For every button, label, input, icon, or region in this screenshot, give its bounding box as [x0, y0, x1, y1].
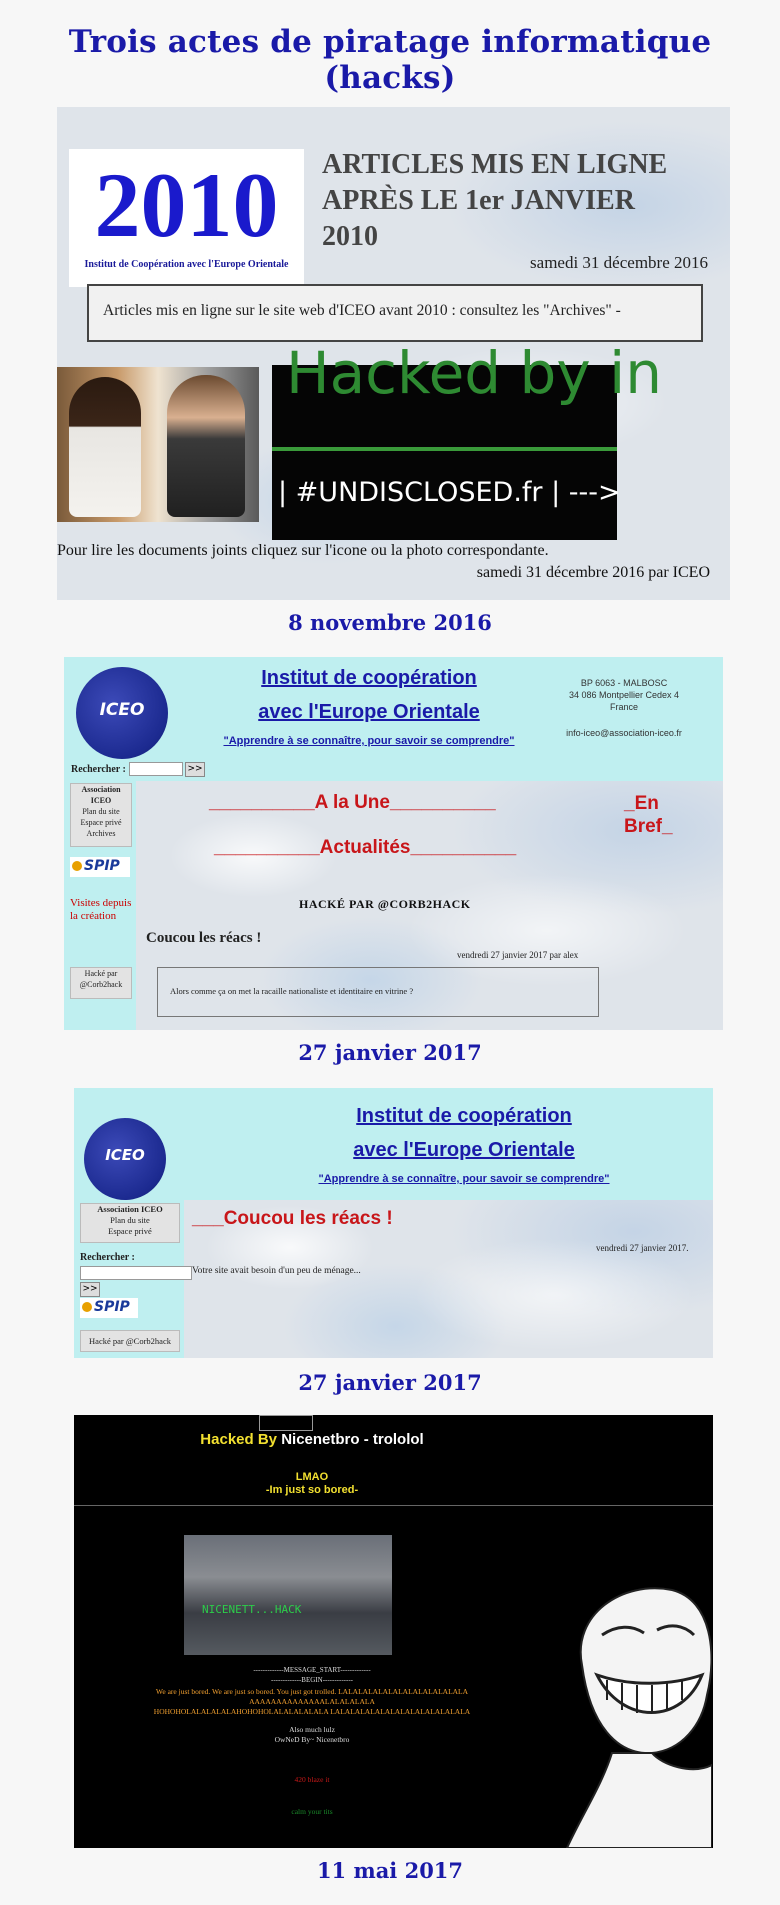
heading-line-2: APRÈS LE 1er JANVIER: [322, 185, 635, 216]
pour-lire-text: Pour lire les documents joints cliquez sur l'icone ou la photo correspondante.: [57, 542, 549, 559]
globe-label: ICEO: [99, 700, 145, 720]
plan-du-site-link[interactable]: Plan du site: [110, 1215, 150, 1225]
search-button[interactable]: >>: [80, 1282, 100, 1297]
email-address[interactable]: info-iceo@association-iceo.fr: [566, 728, 682, 738]
site-name-line-1[interactable]: Institut de coopération: [261, 667, 477, 689]
message-line: We are just bored. We are just so bored. You just got trolled. LALALALALALALALALALALALALA: [155, 1687, 469, 1696]
screenshot-2016-hack: [57, 107, 730, 600]
troll-face-icon: [562, 1575, 712, 1848]
actualites-heading: __________Actualités__________: [214, 837, 517, 858]
assoc-title: Association ICEO: [97, 1204, 163, 1214]
person-right: [167, 375, 245, 517]
title-name: Nicenetbro - trololol: [281, 1431, 424, 1448]
address-line: France: [609, 702, 638, 712]
site-name-line-2[interactable]: avec l'Europe Orientale: [353, 1139, 575, 1161]
page-title: Trois actes de piratage informatique (hacks): [68, 24, 712, 96]
gif-text: NICENETT...HACK: [202, 1603, 302, 1616]
article-quote: Alors comme ça on met la racaille nationaliste et identitaire en vitrine ?: [170, 986, 414, 996]
search-input[interactable]: [80, 1266, 192, 1280]
article-quote-box: [157, 967, 599, 1017]
globe-logo-icon[interactable]: [76, 667, 168, 759]
message-start: -------------MESSAGE_START-------------: [253, 1666, 371, 1674]
article-title[interactable]: Coucou les réacs !: [146, 930, 262, 946]
globe-logo-icon[interactable]: [84, 1118, 166, 1200]
address-line: BP 6063 - MALBOSC: [580, 678, 668, 688]
spip-label: SPIP: [84, 858, 120, 874]
caption-1: 8 novembre 2016: [288, 610, 492, 635]
owned-text: OwNeD By~ Nicenetbro: [274, 1735, 350, 1744]
message-begin: -------------BEGIN-------------: [271, 1676, 353, 1684]
globe-label: ICEO: [105, 1146, 145, 1164]
divider: [74, 1505, 713, 1506]
assoc-title: Association: [81, 785, 121, 794]
date-top: samedi 31 décembre 2016: [530, 253, 708, 272]
people-photo[interactable]: [57, 367, 259, 522]
iceo-2010-logo: [69, 149, 304, 287]
site-name-line-1[interactable]: Institut de coopération: [356, 1105, 572, 1127]
green-text: calm your tits: [291, 1807, 333, 1816]
hacked-banner[interactable]: [272, 339, 662, 540]
hacked-by-line: @Corb2hack: [79, 980, 123, 989]
bored-text: -Im just so bored-: [265, 1484, 359, 1496]
screenshot-corb2hack-1: [64, 657, 723, 1030]
heading-line-1: ARTICLES MIS EN LIGNE: [322, 149, 668, 180]
archives-link[interactable]: Archives: [86, 829, 116, 838]
title-prefix: Hacked By: [200, 1431, 278, 1448]
hacked-by-title: [74, 1431, 550, 1448]
hack-animation: [184, 1535, 392, 1655]
search-button[interactable]: >>: [185, 762, 205, 777]
plan-du-site-link[interactable]: Plan du site: [82, 807, 120, 816]
spip-icon: [82, 1302, 92, 1312]
archives-text: Articles mis en ligne sur le site web d'ICEO avant 2010 : consultez les "Archives" -: [103, 302, 621, 319]
site-name-line-2[interactable]: avec l'Europe Orientale: [258, 701, 480, 723]
article-date: vendredi 27 janvier 2017.: [596, 1243, 689, 1253]
screenshot-nicenetbro: [74, 1415, 713, 1848]
caption-4: 11 mai 2017: [316, 1858, 464, 1883]
association-menu: [70, 783, 132, 847]
espace-prive-link[interactable]: Espace privé: [80, 818, 122, 827]
undisclosed-link[interactable]: | #UNDISCLOSED.fr | --->: [278, 477, 621, 508]
hacke-par-text: HACKÉ PAR @CORB2HACK: [299, 897, 471, 911]
date-bottom: samedi 31 décembre 2016 par ICEO: [476, 564, 710, 581]
screenshot-corb2hack-2: [74, 1088, 713, 1358]
postal-address: [534, 677, 714, 713]
site-slogan[interactable]: "Apprendre à se connaître, pour savoir se comprendre": [318, 1173, 610, 1185]
spip-logo[interactable]: [70, 857, 130, 877]
archives-box[interactable]: [87, 284, 703, 342]
caption-3: 27 janvier 2017: [298, 1370, 482, 1395]
message-line: HOHOHOLALALALALAHOHOHOLALALALALALA LALALALALALALALALALALALALALA: [153, 1707, 471, 1716]
espace-prive-link[interactable]: Espace privé: [108, 1226, 152, 1236]
caption-2: 27 janvier 2017: [298, 1040, 482, 1065]
broken-image-icon: [259, 1415, 313, 1431]
hacked-by-line: Hacké par: [84, 969, 118, 978]
message-line: AAAAAAAAAAAAAALALALALALA: [249, 1697, 375, 1706]
search-label: Rechercher :: [71, 764, 126, 775]
spip-icon: [72, 861, 82, 871]
en-bref-heading: _En Bref_: [624, 793, 673, 837]
also-text: Also much lulz: [289, 1725, 335, 1734]
hacked-by-text: Hacked by in: [286, 339, 662, 407]
article-date: vendredi 27 janvier 2017 par alex: [457, 950, 579, 960]
address-line: 34 086 Montpellier Cedex 4: [568, 690, 680, 700]
spip-logo[interactable]: [80, 1298, 138, 1318]
green-bar: [272, 447, 617, 451]
heading-line-3: 2010: [322, 221, 378, 252]
person-left: [69, 377, 141, 517]
a-la-une-heading: __________A la Une__________: [209, 792, 496, 813]
search-input[interactable]: [129, 762, 183, 776]
logo-institut: Institut de Coopération avec l'Europe Orientale: [84, 259, 289, 270]
visites-counter: Visites depuis la création: [70, 897, 132, 922]
hacked-by-box: [70, 967, 132, 999]
search-label: Rechercher :: [80, 1252, 135, 1263]
hacked-by-box: Hacké par @Corb2hack: [80, 1330, 180, 1352]
logo-year: 2010: [94, 154, 279, 256]
lmao-text: LMAO: [295, 1471, 329, 1483]
site-slogan[interactable]: "Apprendre à se connaître, pour savoir se comprendre": [223, 735, 515, 747]
assoc-title: ICEO: [90, 796, 112, 805]
article-title[interactable]: ___Coucou les réacs !: [192, 1208, 393, 1229]
spip-label: SPIP: [94, 1299, 130, 1315]
association-menu: [80, 1203, 180, 1243]
red-text: 420 blaze it: [294, 1775, 330, 1784]
articles-heading: [322, 147, 722, 255]
article-message: Votre site avait besoin d'un peu de ménage...: [192, 1266, 361, 1276]
